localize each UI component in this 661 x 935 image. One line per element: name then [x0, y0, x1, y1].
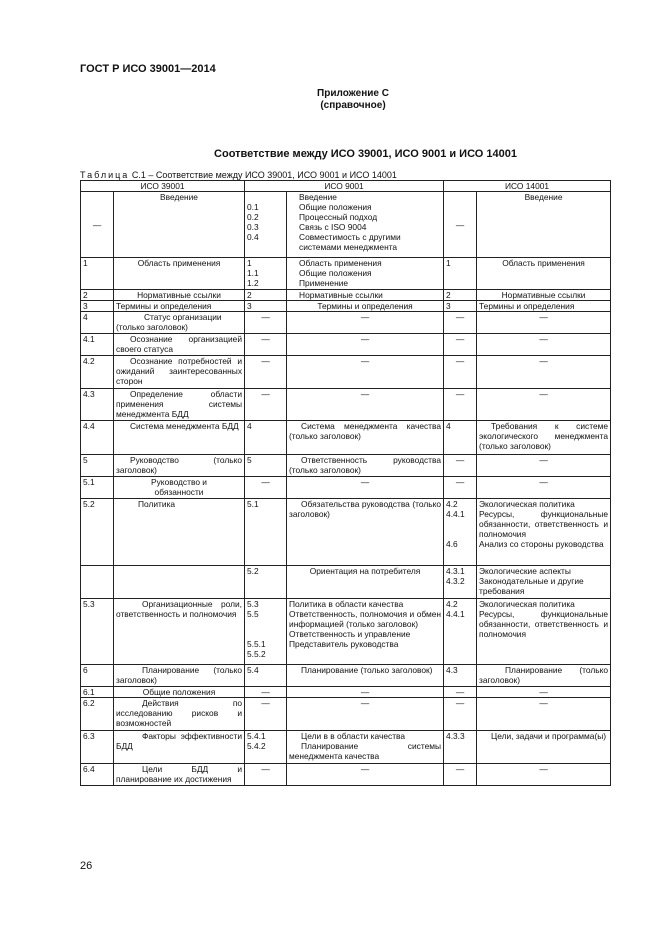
clause-text: Экологическая политика [479, 499, 575, 509]
clause-number: 4.4.1 [446, 609, 465, 619]
cell: 1 [444, 258, 477, 290]
cell: 5.1 [81, 477, 114, 499]
cell: — [444, 334, 477, 356]
cell: 2 [444, 290, 477, 301]
cell: — [444, 477, 477, 499]
cell: 4 [81, 312, 114, 334]
clause-number: 5.4.2 [247, 741, 266, 751]
clause-number [446, 519, 474, 529]
cell [287, 192, 444, 258]
cell: — [477, 477, 611, 499]
clause-text: Ресурсы, функциональные обязанности, ответственность и полномочия [479, 509, 609, 539]
cell: Область применения [477, 258, 611, 290]
clause-text: Связь с ISO 9004 [299, 222, 367, 232]
clause-text: Ответственность, полномочия и обмен информацией (только заголовок) [289, 609, 442, 629]
clause-text: Процессный подход [299, 212, 378, 222]
clause-text: Представитель руководства [289, 639, 399, 649]
cell: Область применения [114, 258, 245, 290]
table-row [81, 455, 611, 477]
cell: — [245, 389, 287, 421]
cell: — [444, 312, 477, 334]
clause-text: Анализ со стороны руководства [479, 539, 604, 549]
cell: 1 [81, 258, 114, 290]
cell: 3 [81, 301, 114, 312]
cell: — [287, 312, 444, 334]
cell: 6.1 [81, 687, 114, 698]
clause-text: Область применения [299, 258, 382, 268]
cell: 4.2 [81, 356, 114, 389]
cell [287, 731, 444, 764]
table-header-row [81, 181, 611, 192]
cell: Факторы эффективности БДД [114, 731, 245, 764]
cell: Термины и определения [477, 301, 611, 312]
cell [114, 566, 245, 599]
cell: Осознание потребностей и ожиданий заинтересованных сторон [114, 356, 245, 389]
clause-number [247, 619, 284, 629]
clause-text: Экологическая политика [479, 599, 575, 609]
table-row [81, 599, 611, 665]
cell: — [287, 764, 444, 786]
cell: 4 [245, 421, 287, 455]
clause-number: 5.4.1 [247, 731, 266, 741]
cell: — [477, 455, 611, 477]
cell: Введение [114, 192, 245, 258]
clause-text: Ответственность и управление [289, 629, 411, 639]
cell: 4 [444, 421, 477, 455]
cell: — [287, 698, 444, 731]
column-header: ИСО 14001 [444, 181, 611, 192]
cell [444, 566, 477, 599]
cell: — [444, 356, 477, 389]
cell: Введение [477, 192, 611, 258]
clause-text: Совместимость с другими системами менеджмента [299, 232, 401, 252]
table-row [81, 192, 611, 258]
cell: — [245, 698, 287, 731]
cell: — [245, 312, 287, 334]
clause-text: Ресурсы, функциональные обязанности, ответственность и полномочия [479, 609, 609, 639]
clause-text: Планирование системы менеджмента качества [289, 741, 442, 761]
table-row [81, 421, 611, 455]
cell: — [444, 389, 477, 421]
cell: Нормативные ссылки [287, 290, 444, 301]
cell: — [477, 334, 611, 356]
clause-number: 5.5.1 [247, 639, 266, 649]
cell [81, 566, 114, 599]
cell: 6.4 [81, 764, 114, 786]
clause-number: 1 [247, 258, 252, 268]
cell: Осознание организацией своего статуса [114, 334, 245, 356]
clause-number: 5.5 [247, 609, 259, 619]
cell: Нормативные ссылки [477, 290, 611, 301]
table-caption [80, 170, 397, 180]
cell: — [287, 389, 444, 421]
table-row [81, 566, 611, 599]
clause-number [247, 192, 284, 202]
cell [245, 599, 287, 665]
appendix-subtitle: (справочное) [320, 100, 386, 111]
document-code: ГОСТ Р ИСО 39001—2014 [80, 63, 216, 75]
cell [477, 566, 611, 599]
cell: — [477, 356, 611, 389]
clause-text: Политика в области качества [289, 599, 404, 609]
clause-number: 4.6 [446, 539, 458, 549]
table-row [81, 477, 611, 499]
cell: Организационные роли, ответственность и полномочия [114, 599, 245, 665]
clause-number: 0.3 [247, 222, 259, 232]
cell: — [245, 356, 287, 389]
table-row [81, 665, 611, 687]
clause-number: 4.3.2 [446, 576, 465, 586]
cell: 5.4 [245, 665, 287, 687]
cell: Требования к системе экологического менеджмента (только заголовок) [477, 421, 611, 455]
cell: 3 [245, 301, 287, 312]
cell: 2 [81, 290, 114, 301]
appendix-title: Приложение С [317, 88, 389, 99]
table-row [81, 356, 611, 389]
page-number: 26 [80, 860, 93, 872]
cell [477, 499, 611, 566]
cell: Руководство (только заголовок) [114, 455, 245, 477]
cell: Политика [114, 499, 245, 566]
cell: Цели, задачи и программа(ы) [477, 731, 611, 764]
appendix-heading [0, 88, 661, 112]
cell: — [287, 334, 444, 356]
section-title: Соответствие между ИСО 39001, ИСО 9001 и ИСО 14001 [214, 148, 517, 160]
table-row [81, 764, 611, 786]
cell: — [477, 687, 611, 698]
cell: 6.2 [81, 698, 114, 731]
table-row [81, 499, 611, 566]
cell: 6.3 [81, 731, 114, 764]
cell: — [477, 698, 611, 731]
cell: 5 [81, 455, 114, 477]
clause-text: Цели в в области качества [301, 731, 406, 741]
clause-number: 0.1 [247, 202, 259, 212]
clause-text: Применение [299, 278, 349, 288]
cell: — [477, 389, 611, 421]
cell: — [287, 687, 444, 698]
cell: 5.2 [245, 566, 287, 599]
clause-number: 5.3 [247, 599, 259, 609]
cell: Термины и определения [287, 301, 444, 312]
clause-number: 1.2 [247, 278, 259, 288]
cell: Нормативные ссылки [114, 290, 245, 301]
cell: Планирование (только заголовок) [114, 665, 245, 687]
cell: Общие положения [114, 687, 245, 698]
cell: — [444, 192, 477, 258]
cell: Действия по исследованию рисков и возможностей [114, 698, 245, 731]
clause-number: 1.1 [247, 268, 259, 278]
cell: 6 [81, 665, 114, 687]
cell [287, 599, 444, 665]
cell: 3 [444, 301, 477, 312]
cell [477, 599, 611, 665]
cell: 4.4 [81, 421, 114, 455]
cell [444, 499, 477, 566]
column-header: ИСО 39001 [81, 181, 245, 192]
cell: — [245, 477, 287, 499]
cell: Планирование (только заголовок) [287, 665, 444, 687]
clause-number: 4.2 [446, 599, 458, 609]
cell: Определение области применения системы менеджмента БДД [114, 389, 245, 421]
table-row [81, 698, 611, 731]
cell: 5.3 [81, 599, 114, 665]
cell [245, 731, 287, 764]
cell: 4.3 [444, 665, 477, 687]
cell: 2 [245, 290, 287, 301]
cell: — [81, 192, 114, 258]
cell: 4.3.3 [444, 731, 477, 764]
table-row [81, 731, 611, 764]
cell [245, 258, 287, 290]
cell: Система менеджмента БДД [114, 421, 245, 455]
table-row [81, 258, 611, 290]
cell: Руководство и обязанности [114, 477, 245, 499]
cell: — [477, 312, 611, 334]
clause-text: Экологические аспекты [479, 566, 571, 576]
table-row [81, 687, 611, 698]
cell: 5.1 [245, 499, 287, 566]
clause-number: 5.5.2 [247, 649, 266, 659]
table-row [81, 312, 611, 334]
cell: — [444, 764, 477, 786]
table-caption-label: Таблица [80, 170, 130, 180]
table-row [81, 389, 611, 421]
clause-number: 4.3.1 [446, 566, 465, 576]
clause-text: Общие положения [299, 268, 372, 278]
clause-text: Законодательные и другие требования [479, 576, 584, 596]
cell: — [444, 687, 477, 698]
cell: 4.1 [81, 334, 114, 356]
clause-number: 4.4.1 [446, 509, 465, 519]
cell: — [287, 356, 444, 389]
cell: 5.2 [81, 499, 114, 566]
cell [444, 599, 477, 665]
correspondence-table [80, 180, 611, 786]
cell: — [477, 764, 611, 786]
cell: — [287, 477, 444, 499]
cell: Планирование (только заголовок) [477, 665, 611, 687]
cell [245, 192, 287, 258]
clause-number [446, 529, 474, 539]
cell: — [444, 698, 477, 731]
clause-number: 0.2 [247, 212, 259, 222]
table-caption-text: С.1 – Соответствие между ИСО 39001, ИСО 9001 и ИСО 14001 [131, 170, 397, 180]
table-row [81, 290, 611, 301]
cell: 4.3 [81, 389, 114, 421]
cell: 5 [245, 455, 287, 477]
table-row [81, 334, 611, 356]
cell: Термины и определения [114, 301, 245, 312]
cell: Статус организации (только заголовок) [114, 312, 245, 334]
clause-number: 4.2 [446, 499, 458, 509]
cell [287, 258, 444, 290]
clause-number [247, 629, 284, 639]
clause-text: Введение [299, 192, 337, 202]
clause-text: Общие положения [299, 202, 372, 212]
cell: — [245, 687, 287, 698]
cell: — [245, 764, 287, 786]
cell: Цели БДД и планирование их достижения [114, 764, 245, 786]
cell: Обязательства руководства (только заголовок) [287, 499, 444, 566]
cell: Система менеджмента качества (только заголовок) [287, 421, 444, 455]
table-row [81, 301, 611, 312]
cell: — [444, 455, 477, 477]
column-header: ИСО 9001 [245, 181, 444, 192]
cell: Ответственность руководства (только заголовок) [287, 455, 444, 477]
cell: — [245, 334, 287, 356]
cell: Ориентация на потребителя [287, 566, 444, 599]
clause-number: 0.4 [247, 232, 259, 242]
